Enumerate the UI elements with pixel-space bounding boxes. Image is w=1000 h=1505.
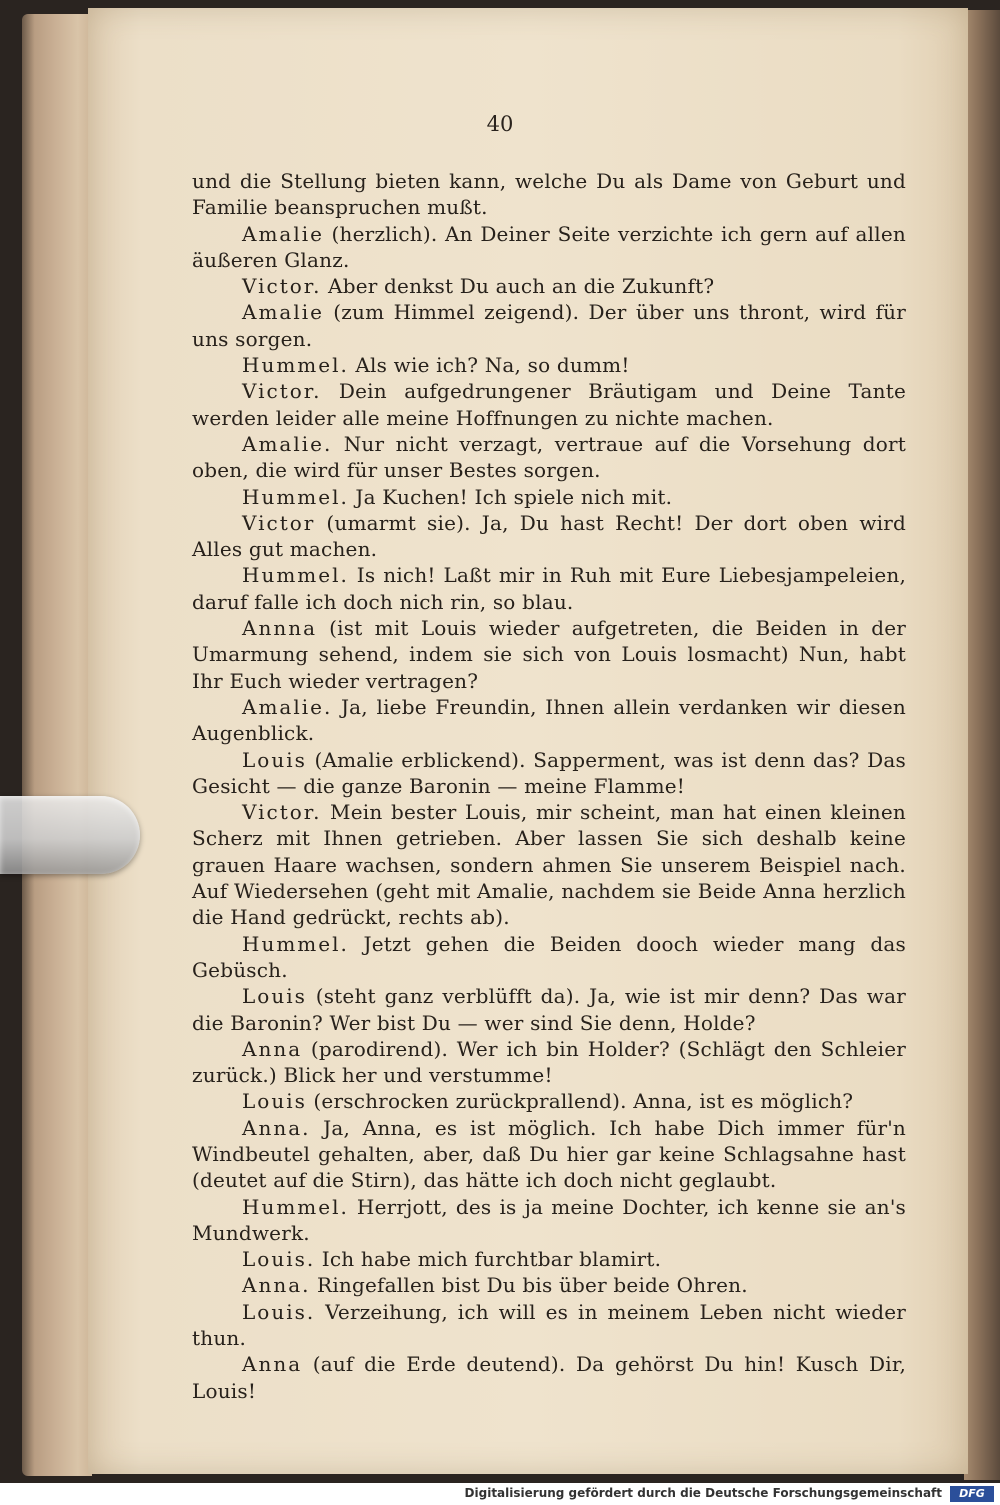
dialogue-text: Ich habe mich furchtbar blamirt. bbox=[315, 1247, 662, 1272]
dialogue-paragraph bbox=[192, 1115, 906, 1194]
book-left-edge bbox=[22, 14, 92, 1476]
dialogue-paragraph bbox=[192, 484, 906, 510]
dialogue-paragraph bbox=[192, 1351, 906, 1404]
dialogue-text: Mein bester Louis, mir scheint, man hat einen kleinen Scherz mit Ihnen getrieben. Aber lassen Sie sich deshalb keine grauen Haare wachsen, sondern ahmen Sie unserem Beispiel nach. Auf Wiedersehen (geht mit Amalie, nachdem sie Beide Anna herzlich die Hand gedrückt, rechts ab). bbox=[192, 800, 906, 930]
dialogue-paragraph bbox=[192, 1299, 906, 1352]
dialogue-paragraph bbox=[192, 378, 906, 431]
page-number: 40 bbox=[486, 112, 514, 136]
speaker-name: Victor. bbox=[242, 379, 322, 404]
speaker-name: Anna. bbox=[242, 1273, 311, 1298]
speaker-name: Hummel. bbox=[242, 1194, 349, 1219]
dialogue-text: Ja, Anna, es ist möglich. Ich habe Dich immer für'n Windbeutel gehalten, aber, daß Du hier gar keine Schlagsahne hast (deutet auf die Stirn), das hätte ich doch nicht geglaubt. bbox=[192, 1115, 906, 1193]
footer-bar bbox=[0, 1483, 1000, 1505]
dialogue-paragraph bbox=[192, 431, 906, 484]
dialogue-paragraph bbox=[192, 510, 906, 563]
dialogue-text: Dein aufgedrungener Bräutigam und Deine Tante werden leider alle meine Hoffnungen zu nichte machen. bbox=[192, 379, 906, 430]
dialogue-text: Ja Kuchen! Ich spiele nich mit. bbox=[348, 484, 673, 509]
speaker-name: Louis bbox=[242, 747, 307, 772]
speaker-name: Anna. bbox=[242, 1115, 311, 1140]
dialogue-text: (herzlich). An Deiner Seite verzichte ich gern auf allen äußeren Glanz. bbox=[192, 221, 906, 272]
speaker-name: Louis. bbox=[242, 1299, 316, 1324]
speaker-name: Amalie. bbox=[242, 694, 333, 719]
speaker-name: Hummel. bbox=[242, 931, 349, 956]
page-turn-tab[interactable] bbox=[0, 796, 140, 874]
speaker-name: Amalie. bbox=[242, 431, 333, 456]
dfg-logo: DFG bbox=[950, 1486, 994, 1502]
speaker-name: Victor. bbox=[242, 800, 322, 825]
dialogue-text: Ringefallen bist Du bis über beide Ohren. bbox=[310, 1273, 748, 1298]
page-text bbox=[192, 168, 906, 1404]
speaker-name: Anna bbox=[242, 1036, 303, 1061]
dialogue-paragraph bbox=[192, 273, 906, 299]
speaker-name: Victor bbox=[242, 510, 316, 535]
dialogue-paragraph bbox=[192, 1194, 906, 1247]
dialogue-paragraph bbox=[192, 747, 906, 800]
dialogue-paragraph bbox=[192, 1036, 906, 1089]
dialogue-text: Aber denkst Du auch an die Zukunft? bbox=[321, 274, 715, 299]
dialogue-paragraph bbox=[192, 1088, 906, 1114]
dialogue-text: Als wie ich? Na, so dumm! bbox=[348, 353, 630, 378]
speaker-name: Louis. bbox=[242, 1247, 316, 1272]
book-right-edge bbox=[964, 10, 1000, 1480]
dialogue-paragraph bbox=[192, 562, 906, 615]
dialogue-text: Nur nicht verzagt, vertraue auf die Vorsehung dort oben, die wird für unser Bestes sorgen. bbox=[192, 431, 906, 483]
funding-credit: Digitalisierung gefördert durch die Deutsche Forschungsgemeinschaft bbox=[464, 1486, 942, 1500]
dialogue-text: (erschrocken zurückprallend). Anna, ist es möglich? bbox=[306, 1089, 854, 1114]
dialogue-text: (steht ganz verblüfft da). Ja, wie ist mir denn? Das war die Baronin? Wer bist Du — wer sind Sie denn, Holde? bbox=[192, 984, 906, 1035]
dialogue-text: (Amalie erblickend). Sapperment, was ist denn das? Das Gesicht — die ganze Baronin — meine Flamme! bbox=[192, 747, 906, 798]
dialogue-text: Herrjott, des is ja meine Dochter, ich kenne sie an's Mundwerk. bbox=[192, 1194, 906, 1245]
dialogue-paragraph bbox=[192, 1272, 906, 1298]
dialogue-text: (umarmt sie). Ja, Du hast Recht! Der dort oben wird Alles gut machen. bbox=[192, 510, 906, 562]
dialogue-paragraph bbox=[192, 168, 906, 221]
dialogue-text: Verzeihung, ich will es in meinem Leben nicht wieder thun. bbox=[192, 1299, 906, 1351]
speaker-name: Louis bbox=[242, 984, 307, 1009]
speaker-name: Annna bbox=[242, 616, 318, 641]
dialogue-paragraph bbox=[192, 694, 906, 747]
dialogue-text: und die Stellung bieten kann, welche Du als Dame von Geburt und Familie beanspruchen mußt. bbox=[192, 169, 906, 220]
dialogue-text: (zum Himmel zeigend). Der über uns thront, wird für uns sorgen. bbox=[192, 300, 906, 351]
dialogue-text: Jetzt gehen die Beiden dooch wieder mang das Gebüsch. bbox=[192, 931, 906, 982]
speaker-name: Hummel. bbox=[242, 484, 349, 509]
dialogue-paragraph bbox=[192, 1246, 906, 1272]
speaker-name: Anna bbox=[242, 1352, 303, 1377]
dialogue-text: (auf die Erde deutend). Da gehörst Du hin! Kusch Dir, Louis! bbox=[192, 1352, 906, 1403]
dialogue-paragraph bbox=[192, 221, 906, 274]
speaker-name: Louis bbox=[242, 1089, 307, 1114]
dialogue-text: Ja, liebe Freundin, Ihnen allein verdanken wir diesen Augenblick. bbox=[192, 694, 906, 746]
dialogue-paragraph bbox=[192, 931, 906, 984]
speaker-name: Amalie bbox=[242, 300, 324, 325]
dialogue-text: (parodirend). Wer ich bin Holder? (Schlägt den Schleier zurück.) Blick her und verstumme! bbox=[192, 1036, 906, 1088]
speaker-name: Amalie bbox=[242, 221, 324, 246]
dialogue-text: (ist mit Louis wieder aufgetreten, die Beiden in der Umarmung sehend, indem sie sich von Louis losmacht) Nun, habt Ihr Euch wieder vertragen? bbox=[192, 616, 906, 693]
speaker-name: Victor. bbox=[242, 274, 322, 299]
speaker-name: Hummel. bbox=[242, 563, 349, 588]
dialogue-paragraph bbox=[192, 799, 906, 930]
dialogue-paragraph bbox=[192, 352, 906, 378]
speaker-name: Hummel. bbox=[242, 353, 349, 378]
dialogue-paragraph bbox=[192, 983, 906, 1036]
dialogue-text: Is nich! Laßt mir in Ruh mit Eure Liebesjampeleien, daruf falle ich doch nich rin, so blau. bbox=[192, 563, 906, 614]
dialogue-paragraph bbox=[192, 299, 906, 352]
dialogue-paragraph bbox=[192, 615, 906, 694]
